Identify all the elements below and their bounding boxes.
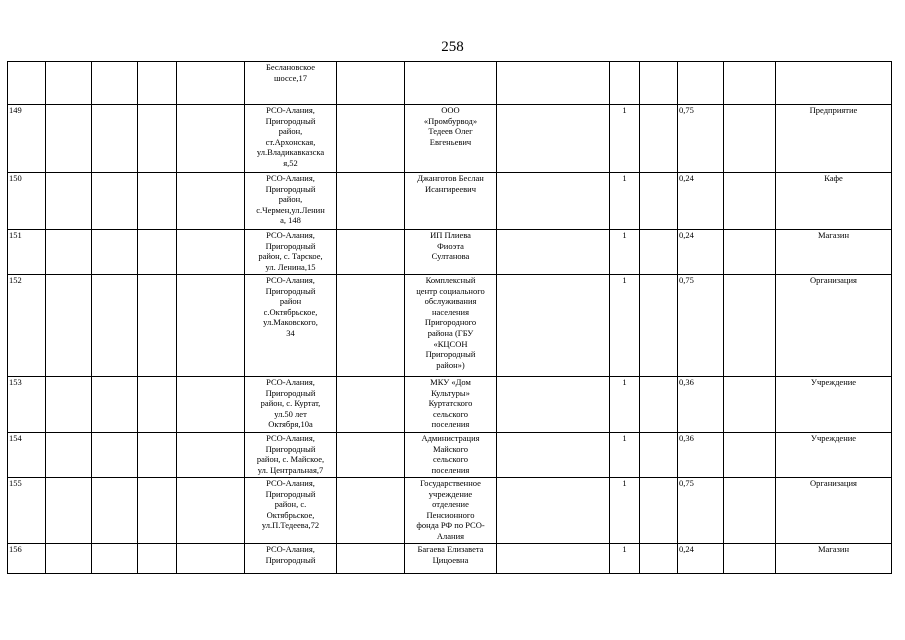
empty-cell <box>92 230 138 275</box>
table-row <box>8 62 892 105</box>
table-row <box>8 105 892 173</box>
table-row <box>8 478 892 544</box>
empty-cell <box>640 544 678 574</box>
type-cell <box>776 230 892 275</box>
empty-cell <box>92 62 138 105</box>
organization-cell <box>405 173 497 230</box>
address-text: РСО-Алания, Пригородный район, с. Майское, ул. Центральная,7 <box>256 433 325 475</box>
empty-cell <box>337 230 405 275</box>
organization-text: Государственное учреждение отделение Пенсионного фонда РФ по РСО- Алания <box>416 478 485 541</box>
table-row <box>8 275 892 377</box>
quantity-text: 1 <box>622 230 627 240</box>
volume-text: 0,75 <box>679 105 694 115</box>
empty-cell <box>640 173 678 230</box>
row-number-text: 155 <box>9 478 22 488</box>
address-cell <box>245 105 337 173</box>
row-number-cell <box>8 105 46 173</box>
volume-cell <box>678 275 724 377</box>
row-number-cell <box>8 230 46 275</box>
quantity-cell <box>610 433 640 478</box>
quantity-cell <box>610 478 640 544</box>
row-number-text: 149 <box>9 105 22 115</box>
row-number-cell <box>8 377 46 433</box>
quantity-cell <box>610 377 640 433</box>
address-cell <box>245 62 337 105</box>
type-cell <box>776 105 892 173</box>
table-row <box>8 377 892 433</box>
type-text: Предприятие <box>809 105 858 115</box>
empty-cell <box>640 377 678 433</box>
empty-cell <box>724 377 776 433</box>
row-number-cell <box>8 62 46 105</box>
address-text: РСО-Алания, Пригородный район, с. Октябрьское, ул.П.Тедеева,72 <box>261 478 320 531</box>
empty-cell <box>497 173 610 230</box>
empty-cell <box>46 173 92 230</box>
organization-text: Комплексный центр социального обслуживания населения Пригородного района (ГБУ «КЦСОН Пригородный район») <box>416 275 485 370</box>
empty-cell <box>337 173 405 230</box>
empty-cell <box>177 230 245 275</box>
row-number-cell <box>8 433 46 478</box>
type-cell <box>776 478 892 544</box>
empty-cell <box>640 478 678 544</box>
organization-cell <box>405 62 497 105</box>
empty-cell <box>138 544 177 574</box>
empty-cell <box>724 62 776 105</box>
empty-cell <box>497 230 610 275</box>
quantity-text: 1 <box>622 275 627 285</box>
empty-cell <box>46 275 92 377</box>
empty-cell <box>138 62 177 105</box>
quantity-cell <box>610 230 640 275</box>
address-cell <box>245 230 337 275</box>
empty-cell <box>177 173 245 230</box>
empty-cell <box>46 433 92 478</box>
type-cell <box>776 275 892 377</box>
organization-text: ООО «Промбурвод» Тедеев Олег Евгеньевич <box>423 105 478 147</box>
type-text: Магазин <box>817 230 850 240</box>
volume-cell <box>678 105 724 173</box>
empty-cell <box>640 105 678 173</box>
row-number-text: 153 <box>9 377 22 387</box>
table-row <box>8 173 892 230</box>
empty-cell <box>337 433 405 478</box>
empty-cell <box>724 230 776 275</box>
organization-cell <box>405 478 497 544</box>
empty-cell <box>724 105 776 173</box>
address-cell <box>245 433 337 478</box>
empty-cell <box>724 173 776 230</box>
organization-cell <box>405 377 497 433</box>
row-number-cell <box>8 478 46 544</box>
empty-cell <box>337 62 405 105</box>
empty-cell <box>497 62 610 105</box>
type-cell <box>776 433 892 478</box>
empty-cell <box>640 433 678 478</box>
volume-text: 0,24 <box>679 544 694 554</box>
address-text: РСО-Алания, Пригородный <box>265 544 316 565</box>
empty-cell <box>46 105 92 173</box>
empty-cell <box>724 544 776 574</box>
organization-cell <box>405 544 497 574</box>
empty-cell <box>177 62 245 105</box>
table-row <box>8 230 892 275</box>
row-number-text: 152 <box>9 275 22 285</box>
type-cell <box>776 62 892 105</box>
quantity-cell <box>610 544 640 574</box>
empty-cell <box>92 544 138 574</box>
table-row <box>8 433 892 478</box>
empty-cell <box>177 478 245 544</box>
type-text: Организация <box>810 478 857 488</box>
type-text: Учреждение <box>810 433 857 443</box>
page-number: 258 <box>441 39 464 55</box>
quantity-text: 1 <box>622 105 627 115</box>
quantity-cell <box>610 62 640 105</box>
empty-cell <box>138 377 177 433</box>
quantity-text: 1 <box>622 433 627 443</box>
empty-cell <box>138 433 177 478</box>
empty-cell <box>177 377 245 433</box>
address-text: Беслановское шоссе,17 <box>265 62 315 83</box>
volume-cell <box>678 433 724 478</box>
volume-cell <box>678 230 724 275</box>
empty-cell <box>337 478 405 544</box>
address-text: РСО-Алания, Пригородный район, с. Куртат, ул.50 лет Октября,10а <box>260 377 321 430</box>
row-number-cell <box>8 544 46 574</box>
empty-cell <box>46 478 92 544</box>
empty-cell <box>640 275 678 377</box>
empty-cell <box>497 105 610 173</box>
empty-cell <box>177 105 245 173</box>
empty-cell <box>724 275 776 377</box>
empty-cell <box>46 377 92 433</box>
quantity-cell <box>610 173 640 230</box>
type-text: Магазин <box>817 544 850 554</box>
quantity-cell <box>610 275 640 377</box>
organization-text: Багаева Елизавета Цицоевна <box>417 544 484 565</box>
registry-table <box>7 61 892 574</box>
volume-text: 0,36 <box>679 377 694 387</box>
type-text: Организация <box>810 275 857 285</box>
empty-cell <box>46 544 92 574</box>
organization-text: Администрация Майского сельского поселения <box>421 433 480 475</box>
volume-text: 0,75 <box>679 275 694 285</box>
organization-text: Джанготов Беслан Исангиреевич <box>417 173 484 194</box>
type-cell <box>776 377 892 433</box>
row-number-cell <box>8 275 46 377</box>
quantity-text: 1 <box>622 478 627 488</box>
quantity-text: 1 <box>622 377 627 387</box>
row-number-cell <box>8 173 46 230</box>
address-text: РСО-Алания, Пригородный район, ст.Архонская, ул.Владикавказска я,52 <box>256 105 325 168</box>
empty-cell <box>640 62 678 105</box>
empty-cell <box>724 478 776 544</box>
table-row <box>8 544 892 574</box>
empty-cell <box>92 478 138 544</box>
address-text: РСО-Алания, Пригородный район, с. Тарское, ул. Ленина,15 <box>258 230 323 272</box>
empty-cell <box>92 173 138 230</box>
empty-cell <box>497 478 610 544</box>
address-text: РСО-Алания, Пригородный район с.Октябрьское, ул.Маковского, 34 <box>263 275 318 338</box>
address-cell <box>245 275 337 377</box>
empty-cell <box>138 105 177 173</box>
volume-text: 0,24 <box>679 230 694 240</box>
organization-text: ИП Плиева Фиоэта Султанова <box>430 230 471 262</box>
organization-text: МКУ «Дом Культуры» Куртатского сельского поселения <box>428 377 473 430</box>
organization-cell <box>405 433 497 478</box>
empty-cell <box>92 377 138 433</box>
empty-cell <box>724 433 776 478</box>
address-cell <box>245 377 337 433</box>
type-cell <box>776 544 892 574</box>
volume-cell <box>678 173 724 230</box>
quantity-cell <box>610 105 640 173</box>
empty-cell <box>92 433 138 478</box>
address-cell <box>245 478 337 544</box>
type-cell <box>776 173 892 230</box>
empty-cell <box>138 275 177 377</box>
empty-cell <box>497 275 610 377</box>
empty-cell <box>640 230 678 275</box>
empty-cell <box>138 230 177 275</box>
organization-cell <box>405 275 497 377</box>
volume-cell <box>678 544 724 574</box>
address-cell <box>245 173 337 230</box>
volume-cell <box>678 62 724 105</box>
empty-cell <box>138 478 177 544</box>
empty-cell <box>497 433 610 478</box>
empty-cell <box>177 544 245 574</box>
empty-cell <box>92 275 138 377</box>
volume-text: 0,75 <box>679 478 694 488</box>
volume-text: 0,24 <box>679 173 694 183</box>
type-text: Учреждение <box>810 377 857 387</box>
empty-cell <box>46 230 92 275</box>
empty-cell <box>177 275 245 377</box>
quantity-text: 1 <box>622 173 627 183</box>
empty-cell <box>497 377 610 433</box>
empty-cell <box>138 173 177 230</box>
organization-cell <box>405 230 497 275</box>
organization-cell <box>405 105 497 173</box>
empty-cell <box>337 105 405 173</box>
empty-cell <box>177 433 245 478</box>
empty-cell <box>337 275 405 377</box>
empty-cell <box>497 544 610 574</box>
address-cell <box>245 544 337 574</box>
volume-cell <box>678 377 724 433</box>
empty-cell <box>337 544 405 574</box>
type-text: Кафе <box>824 173 843 183</box>
row-number-text: 156 <box>9 544 22 554</box>
volume-text: 0,36 <box>679 433 694 443</box>
empty-cell <box>337 377 405 433</box>
row-number-text: 150 <box>9 173 22 183</box>
address-text: РСО-Алания, Пригородный район, с.Чермен,ул.Ленин а, 148 <box>256 173 325 226</box>
volume-cell <box>678 478 724 544</box>
row-number-text: 151 <box>9 230 22 240</box>
row-number-text: 154 <box>9 433 22 443</box>
quantity-text: 1 <box>622 544 627 554</box>
empty-cell <box>92 105 138 173</box>
empty-cell <box>46 62 92 105</box>
